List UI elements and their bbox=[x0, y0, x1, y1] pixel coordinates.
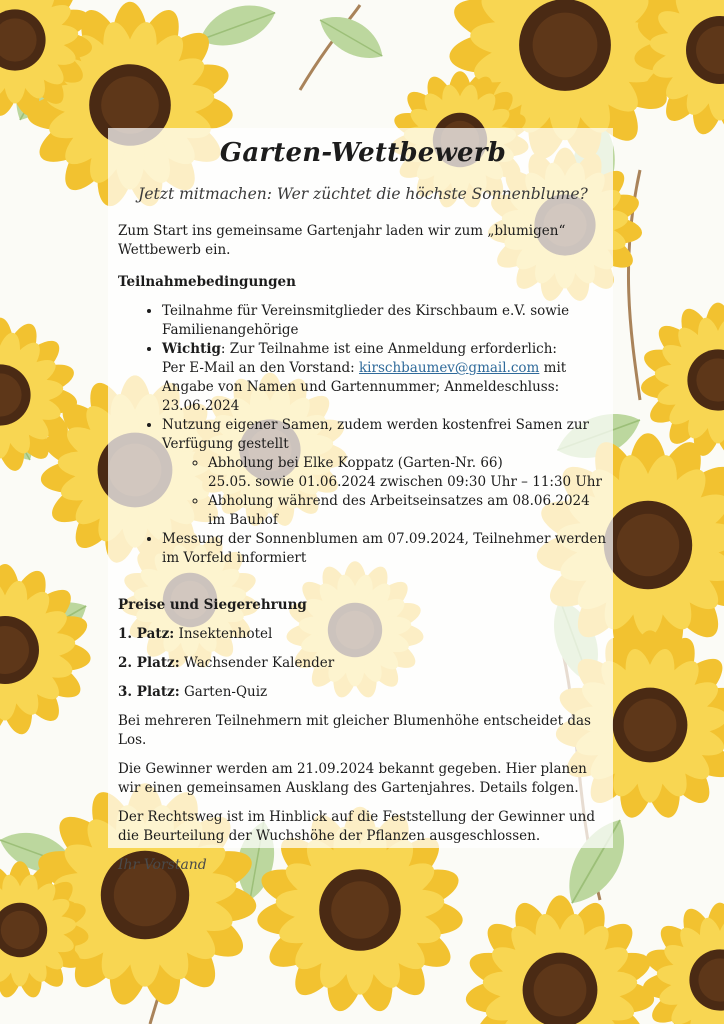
prize-third: 3. Platz: Garten-Quiz bbox=[118, 684, 268, 700]
prize-second: 2. Platz: Wachsender Kalender bbox=[118, 655, 335, 671]
important-label: Wichtig bbox=[162, 341, 221, 357]
legal-text: Der Rechtsweg ist im Hinblick auf die Feststellung der Gewinner und die Beurteilung der Wuchshöhe der Pflanzen ausgeschlossen. bbox=[118, 809, 595, 844]
email-link[interactable]: kirschbaumev@gmail.com bbox=[359, 360, 540, 376]
conditions-list bbox=[118, 302, 608, 568]
intro-text: Zum Start ins gemeinsame Gartenjahr laden wir zum „blumigen“ Wettbewerb ein. bbox=[118, 223, 566, 258]
page-subtitle: Jetzt mitmachen: Wer züchtet die höchste Sonnenblume? bbox=[138, 185, 588, 203]
tie-rule-text: Bei mehreren Teilnehmern mit gleicher Blumenhöhe entscheidet das Los. bbox=[118, 713, 591, 748]
prizes-heading: Preise und Siegerehrung bbox=[118, 597, 307, 613]
list-item: ◦ Abholung bei Elke Koppatz (Garten-Nr. 66) 25.05. sowie 01.06.2024 zwischen 09:30 Uhr – 11:30 Uhr bbox=[208, 454, 608, 492]
list-item: • Messung der Sonnenblumen am 07.09.2024, Teilnehmer werden im Vorfeld informiert bbox=[162, 530, 608, 568]
list-item: ◦ Abholung während des Arbeitseinsatzes am 08.06.2024 im Bauhof bbox=[208, 492, 608, 530]
signature: Ihr Vorstand bbox=[118, 857, 207, 873]
list-item: • Wichtig: Zur Teilnahme ist eine Anmeldung erforderlich: Per E-Mail an den Vorstand: kirschbaumev@gmail.com mit Angabe von Namen und Gartennummer; Anmeldeschluss: 23.06.2024 bbox=[162, 340, 608, 416]
prize-first: 1. Patz: Insektenhotel bbox=[118, 626, 273, 642]
pickup-list bbox=[162, 454, 608, 530]
announcement-text: Die Gewinner werden am 21.09.2024 bekannt gegeben. Hier planen wir einen gemeinsamen Ausklang des Gartenjahres. Details folgen. bbox=[118, 761, 587, 796]
page-title: Garten-Wettbewerb bbox=[219, 138, 507, 168]
list-item: • Teilnahme für Vereinsmitglieder des Kirschbaum e.V. sowie Familienangehörige bbox=[162, 302, 608, 340]
conditions-heading: Teilnahmebedingungen bbox=[118, 274, 296, 290]
document-content bbox=[118, 130, 608, 875]
list-item: • Nutzung eigener Samen, zudem werden kostenfrei Samen zur Verfügung gestellt ◦ Abholung bei Elke Koppatz (Garten-Nr. 66) 25.05. sowie 01.06.2024 zwischen 09:30 Uhr – 11:30 Uhr ◦ Abholung während des Arbeitseinsatzes am 08.06.2024 im Bauhof bbox=[162, 416, 608, 530]
